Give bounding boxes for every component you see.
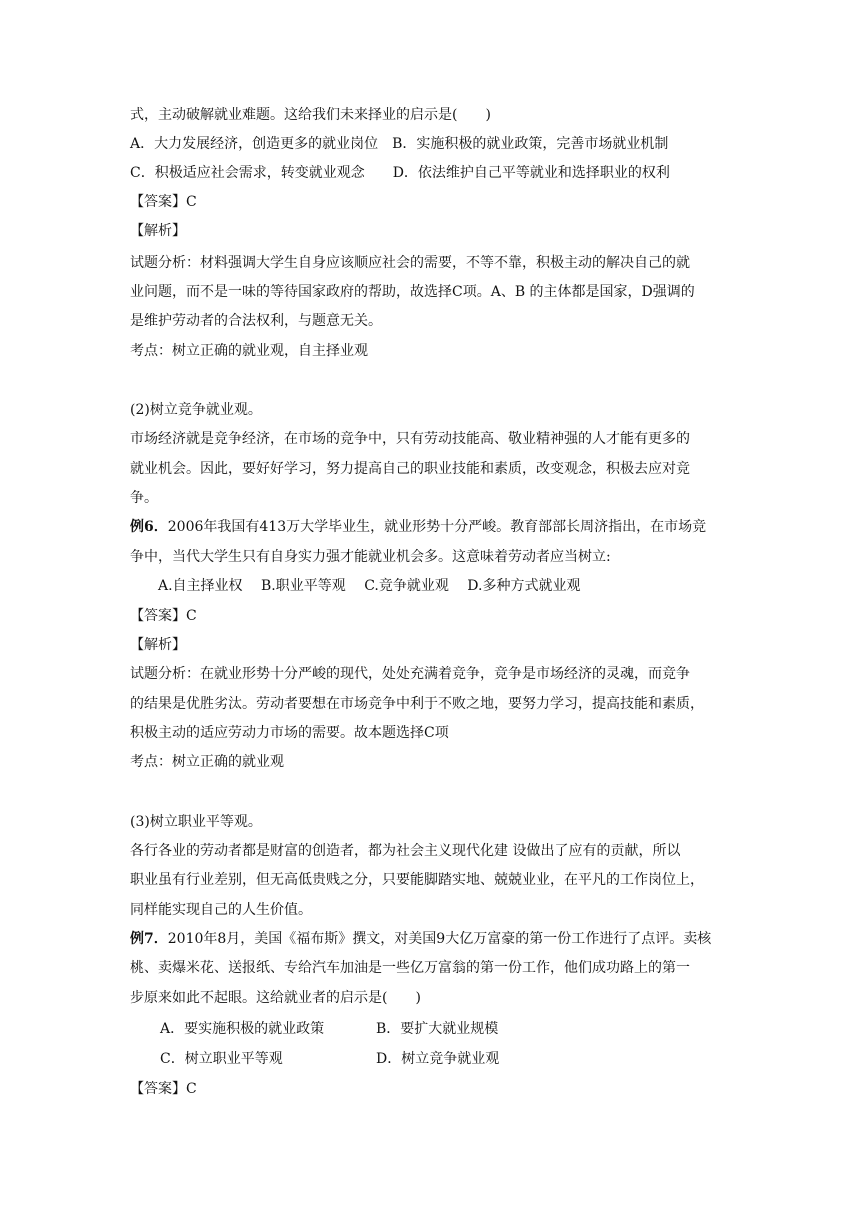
- option-c: C．树立职业平等观: [160, 1051, 283, 1067]
- body-text: 争。: [130, 490, 158, 506]
- body-text: 同样能实现自己的人生价值。: [130, 902, 312, 918]
- answer-label: 【答案】C: [130, 194, 197, 210]
- body-text: 职业虽有行业差别，但无高低贵贱之分，只要能脚踏实地、兢兢业业，在平凡的工作岗位上，: [130, 872, 704, 888]
- section-heading: (2)树立竞争就业观。: [130, 402, 262, 418]
- analysis-text: 试题分析：在就业形势十分严峻的现代，处处充满着竞争，竞争是市场经济的灵魂，而竞争: [130, 666, 690, 682]
- analysis-text: 是维护劳动者的合法权利，与题意无关。: [130, 313, 382, 329]
- exam-point: 考点：树立正确的就业观，自主择业观: [130, 343, 368, 359]
- answer-label: 【答案】C: [130, 1081, 197, 1097]
- answer-label: 【答案】C: [130, 608, 197, 624]
- option-line: A.自主择业权 B.职业平等观 C.竞争就业观 D.多种方式就业观: [158, 578, 581, 594]
- analysis-text: 的结果是优胜劣汰。劳动者要想在市场竞争中利于不败之地，要努力学习，提高技能和素质，: [130, 696, 704, 712]
- option-d: D．树立竞争就业观: [376, 1051, 500, 1067]
- text-line: 式，主动破解就业难题。这给我们未来择业的启示是( ): [130, 107, 491, 123]
- example-label: 例7．: [130, 931, 168, 947]
- example-text: 桃、卖爆米花、送报纸、专给汽车加油是一些亿万富翁的第一份工作，他们成功路上的第一: [130, 960, 690, 976]
- body-text: 就业机会。因此，要好好学习，努力提高自己的职业技能和素质，改变观念，积极去应对竞: [130, 461, 690, 477]
- example-line: [130, 518, 706, 536]
- body-text: 各行各业的劳动者都是财富的创造者，都为社会主义现代化建 设做出了应有的贡献，所以: [130, 843, 681, 859]
- analysis-label: 【解析】: [130, 223, 186, 239]
- option-a: A．要实施积极的就业政策: [160, 1021, 325, 1037]
- section-heading: (3)树立职业平等观。: [130, 814, 262, 830]
- exam-point: 考点：树立正确的就业观: [130, 754, 284, 770]
- body-text: 市场经济就是竞争经济，在市场的竞争中，只有劳动技能高、敬业精神强的人才能有更多的: [130, 431, 690, 447]
- option-line-ab: A．大力发展经济，创造更多的就业岗位 B．实施积极的就业政策，完善市场就业机制: [130, 136, 669, 152]
- example-line: [130, 930, 711, 948]
- option-b: B．要扩大就业规模: [376, 1021, 499, 1037]
- example-label: 例6．: [130, 519, 168, 535]
- example-text: 争中，当代大学生只有自身实力强才能就业机会多。这意味着劳动者应当树立:: [130, 549, 611, 565]
- analysis-text: 业问题，而不是一味的等待国家政府的帮助，故选择C项。A、B 的主体都是国家，D强调的: [130, 284, 695, 300]
- option-line-cd: C．积极适应社会需求，转变就业观念 D．依法维护自己平等就业和选择职业的权利: [130, 165, 670, 181]
- example-text: 步原来如此不起眼。这给就业者的启示是( ): [130, 990, 421, 1006]
- analysis-text: 积极主动的适应劳动力市场的需要。故本题选择C项: [130, 725, 449, 741]
- example-text: 2006年我国有413万大学毕业生，就业形势十分严峻。教育部部长周济指出，在市场竞: [167, 519, 707, 535]
- analysis-text: 试题分析：材料强调大学生自身应该顺应社会的需要，不等不靠，积极主动的解决自己的就: [130, 255, 690, 271]
- example-text: 2010年8月，美国《福布斯》撰文，对美国9大亿万富豪的第一份工作进行了点评。卖核: [167, 931, 712, 947]
- analysis-label: 【解析】: [130, 637, 186, 653]
